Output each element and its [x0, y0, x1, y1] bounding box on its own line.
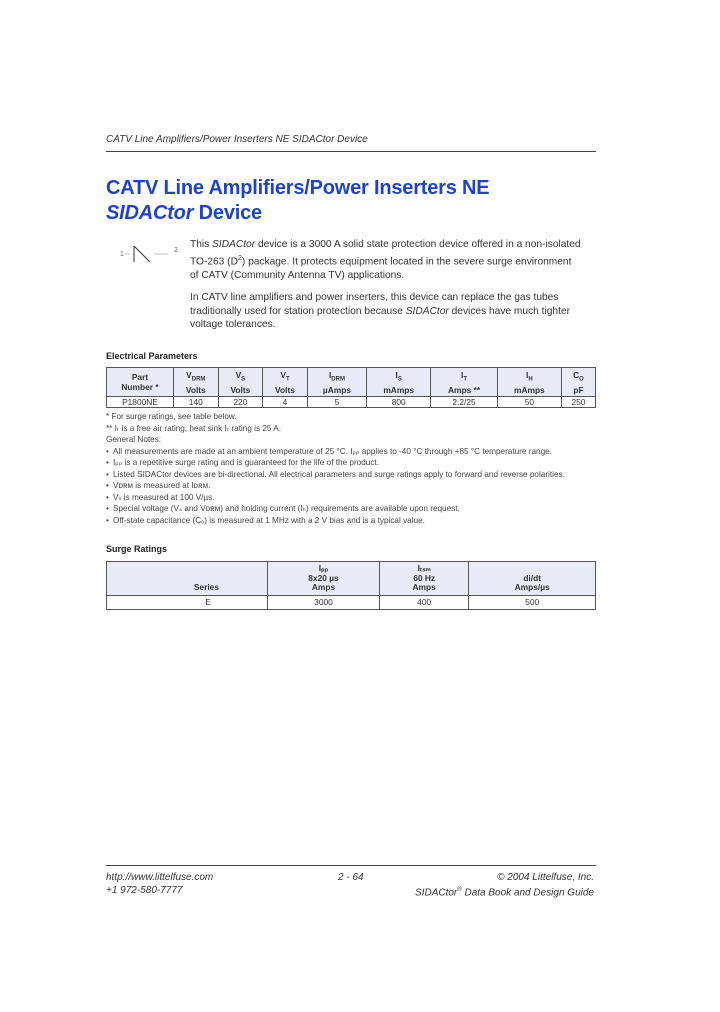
- table-cell: 800: [367, 396, 431, 407]
- list-item: • Vₛ is measured at 100 V/µs.: [106, 492, 596, 504]
- table-cell: 140: [174, 396, 219, 407]
- footer-book-title: SIDACtor® Data Book and Design Guide: [415, 887, 594, 899]
- intro-p1-c: device is a 3000 A solid state protection device offered in a non-isolated TO-263 (D: [190, 239, 581, 267]
- col-header: Iₚₚ 8x20 µs Amps: [268, 562, 380, 596]
- table-cell: 50: [497, 396, 561, 407]
- title-suffix: Device: [193, 202, 262, 224]
- page-title: [106, 176, 626, 226]
- col-header: $I_S$ mAmps: [367, 368, 431, 397]
- intro-p2-c: devices have much tighter voltage tolerances.: [190, 305, 570, 331]
- note-surge-ratings: * For surge ratings, see table below.: [106, 412, 237, 421]
- table-cell: 250: [561, 396, 595, 407]
- surge-ratings-table: [106, 561, 596, 610]
- list-item: • Vᴅʀᴍ is measured at Iᴅʀᴍ.: [106, 480, 596, 492]
- running-header: CATV Line Amplifiers/Power Inserters NE SIDACtor Device: [106, 134, 368, 145]
- col-header: $V_T$ Volts: [263, 368, 308, 397]
- table-cell: 5: [307, 396, 366, 407]
- col-header: $C_O$ pF: [561, 368, 595, 397]
- footer-page-number: 2 - 64: [338, 872, 364, 883]
- table-cell: 400: [379, 595, 468, 609]
- table-header-row: [107, 368, 596, 397]
- intro-text: [190, 238, 582, 341]
- footer-phone: +1 972-580-7777: [106, 885, 183, 896]
- table-row: [107, 595, 596, 609]
- list-item: • Off-state capacitance (Cₒ) is measured at 1 MHz with a 2 V bias and is a typical value.: [106, 515, 596, 527]
- footer-publication: [415, 871, 594, 899]
- table-cell: 500: [469, 595, 596, 609]
- table-cell: 4: [263, 396, 308, 407]
- list-item: • Iₚₚ is a repetitive surge rating and is guaranteed for the life of the product.: [106, 457, 596, 469]
- intro-p1-a: This: [190, 239, 213, 250]
- device-schematic-icon: [120, 240, 182, 268]
- col-header: $I_{DRM}$ µAmps: [307, 368, 366, 397]
- col-header: Series: [107, 562, 268, 596]
- table-cell: P1800NE: [107, 396, 174, 407]
- intro-paragraph-2: [190, 291, 582, 332]
- list-item: • All measurements are made at an ambient temperature of 25 °C. Iₚₚ applies to -40 °C through +85 °C temperature range.: [106, 446, 596, 458]
- footer-copyright: © 2004 Littelfuse, Inc.: [497, 872, 594, 883]
- table-cell: 3000: [268, 595, 380, 609]
- footer-contact: [106, 871, 213, 897]
- intro-p2-brand: SIDACtor: [405, 305, 449, 317]
- col-header: Iₜₛₘ 60 Hz Amps: [379, 562, 468, 596]
- intro-p2-a: In CATV line amplifiers and power inserters, this device can replace the gas tubes traditionally used for station protection because: [190, 292, 559, 317]
- electrical-parameters-heading: Electrical Parameters: [106, 351, 198, 361]
- table-header-row: [107, 562, 596, 596]
- schematic-pin-1: 1: [120, 251, 124, 258]
- footer-divider: [106, 865, 596, 866]
- col-header: $I_T$ Amps **: [431, 368, 498, 397]
- intro-p1-brand: SIDACtor: [212, 239, 256, 250]
- col-header: $I_H$ mAmps: [497, 368, 561, 397]
- table-cell: 220: [218, 396, 263, 407]
- intro-p1-d: ) package. It protects equipment located in the severe surge environment of CATV (Community Antenna TV) applications.: [190, 255, 572, 281]
- title-line-1: CATV Line Amplifiers/Power Inserters NE: [106, 177, 490, 199]
- general-notes-heading: General Notes:: [106, 435, 162, 444]
- note-it-rating: ** Iₜ is a free air rating; heat sink Iₜ rating is 25 A.: [106, 423, 282, 433]
- title-brand: SIDACtor: [106, 202, 194, 224]
- table-cell: E: [107, 595, 268, 609]
- surge-ratings-heading: Surge Ratings: [106, 544, 168, 554]
- header-divider: [106, 151, 596, 152]
- list-item: • Listed SIDACtor devices are bi-directional. All electrical parameters and surge ratings apply to forward and reverse polarities.: [106, 469, 596, 481]
- table-row: [107, 396, 596, 407]
- table-cell: 2.2/25: [431, 396, 498, 407]
- col-header: $V_S$ Volts: [218, 368, 263, 397]
- col-header: $V_{DRM}$ Volts: [174, 368, 219, 397]
- list-item: • Special voltage (Vₛ and Vᴅʀᴍ) and holding current (Iₕ) requirements are available upon request.: [106, 503, 596, 515]
- footer-url-link[interactable]: http://www.littelfuse.com: [106, 872, 214, 883]
- intro-paragraph-1: [190, 238, 582, 282]
- intro-p1-sup: 2: [237, 254, 242, 262]
- schematic-pin-2: 2: [174, 247, 178, 254]
- title-line-2: [106, 201, 626, 226]
- col-header: Part Number *: [107, 368, 174, 397]
- electrical-parameters-table: [106, 367, 596, 408]
- table-notes: [106, 411, 596, 526]
- col-header: di/dt Amps/µs: [469, 562, 596, 596]
